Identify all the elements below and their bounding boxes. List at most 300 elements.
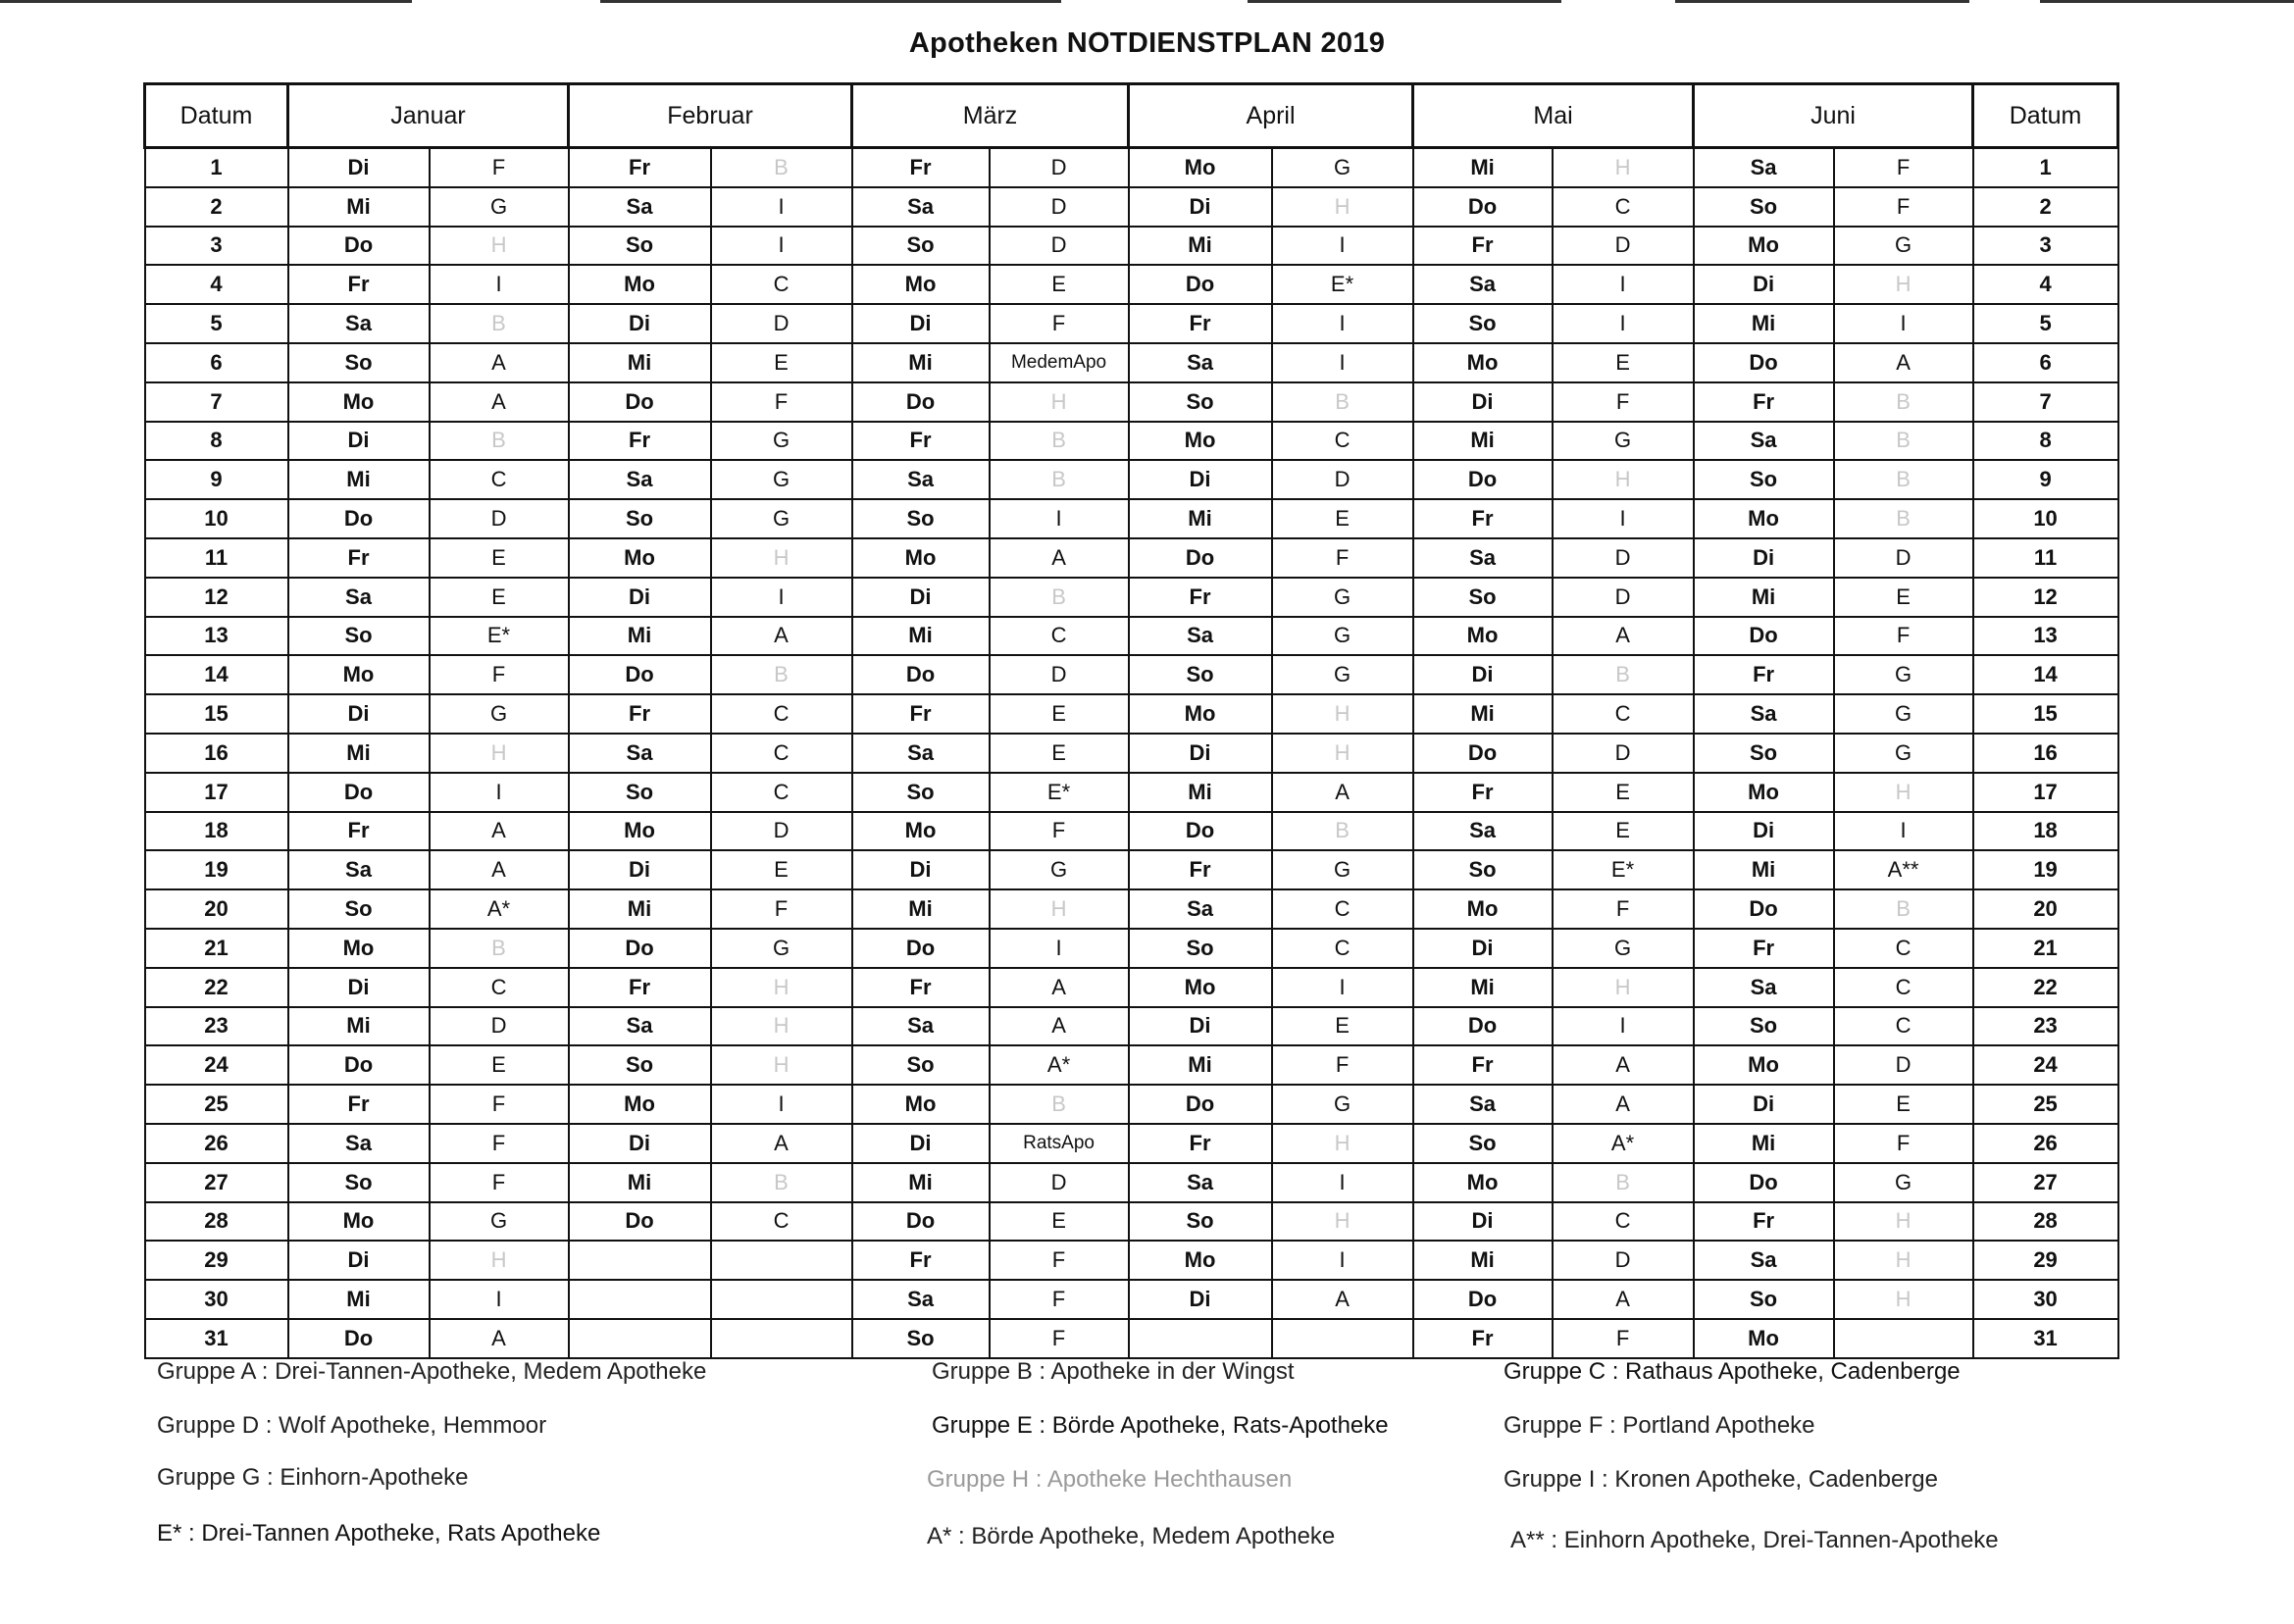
duty-group-cell: D — [1834, 538, 1973, 578]
date-cell: 26 — [145, 1124, 288, 1163]
weekday-cell: Sa — [569, 460, 711, 499]
date-cell: 14 — [145, 655, 288, 694]
weekday-cell: Mo — [569, 265, 711, 304]
weekday-cell: Mi — [288, 460, 430, 499]
date-cell: 6 — [1973, 343, 2118, 382]
duty-group-cell: G — [711, 499, 852, 538]
date-cell: 28 — [145, 1202, 288, 1242]
duty-group-cell: E — [430, 1045, 569, 1085]
weekday-cell: Fr — [1129, 850, 1272, 889]
date-cell: 29 — [1973, 1241, 2118, 1280]
date-cell: 21 — [1973, 929, 2118, 968]
weekday-cell: Mo — [852, 812, 990, 851]
table-row — [145, 578, 2118, 617]
weekday-cell: Mi — [1694, 850, 1834, 889]
weekday-cell: Mi — [1694, 1124, 1834, 1163]
duty-group-cell: E — [1553, 773, 1694, 812]
scan-edge-line — [0, 0, 412, 3]
table-row — [145, 1241, 2118, 1280]
date-cell: 5 — [1973, 304, 2118, 343]
weekday-cell: Mo — [569, 1085, 711, 1124]
duty-group-cell: F — [711, 382, 852, 422]
weekday-cell: Mo — [1413, 1163, 1553, 1202]
duty-group-cell: D — [1272, 460, 1413, 499]
duty-group-cell: B — [1553, 655, 1694, 694]
duty-group-cell: B — [711, 655, 852, 694]
date-cell: 14 — [1973, 655, 2118, 694]
duty-group-cell: G — [990, 850, 1129, 889]
table-row — [145, 929, 2118, 968]
weekday-cell: Di — [1694, 538, 1834, 578]
weekday-cell: Do — [1129, 538, 1272, 578]
duty-group-cell: I — [711, 187, 852, 227]
duty-group-cell: D — [430, 499, 569, 538]
duty-group-cell: F — [1834, 1124, 1973, 1163]
duty-group-cell: H — [990, 382, 1129, 422]
weekday-cell — [569, 1241, 711, 1280]
duty-group-cell: B — [1553, 1163, 1694, 1202]
weekday-cell: Mi — [288, 734, 430, 773]
weekday-cell: Mo — [852, 1085, 990, 1124]
weekday-cell: Di — [1413, 929, 1553, 968]
table-row — [145, 617, 2118, 656]
legend-gruppe-d: Gruppe D : Wolf Apotheke, Hemmoor — [157, 1412, 547, 1439]
table-row — [145, 655, 2118, 694]
duty-group-cell: G — [1834, 1163, 1973, 1202]
weekday-cell: Mo — [569, 538, 711, 578]
legend-gruppe-f: Gruppe F : Portland Apotheke — [1504, 1412, 1815, 1439]
weekday-cell: Sa — [288, 1124, 430, 1163]
duty-group-cell: G — [711, 422, 852, 461]
weekday-cell: Mo — [1694, 227, 1834, 266]
date-cell: 30 — [1973, 1280, 2118, 1319]
date-cell: 2 — [1973, 187, 2118, 227]
weekday-cell: Di — [1129, 187, 1272, 227]
duty-group-cell: B — [1272, 812, 1413, 851]
header-maerz: März — [852, 84, 1129, 148]
duty-group-cell: C — [711, 773, 852, 812]
weekday-cell: Sa — [1413, 265, 1553, 304]
duty-group-cell: A — [1553, 1045, 1694, 1085]
duty-group-cell: H — [1553, 968, 1694, 1007]
duty-group-cell: H — [711, 538, 852, 578]
duty-group-cell: H — [1834, 1241, 1973, 1280]
date-cell: 25 — [145, 1085, 288, 1124]
weekday-cell: So — [1129, 382, 1272, 422]
duty-group-cell: H — [1834, 265, 1973, 304]
weekday-cell: Di — [569, 850, 711, 889]
duty-group-cell: I — [1272, 343, 1413, 382]
date-cell: 18 — [1973, 812, 2118, 851]
weekday-cell: Do — [288, 499, 430, 538]
date-cell: 20 — [145, 889, 288, 929]
weekday-cell: Di — [1129, 1007, 1272, 1046]
date-cell: 31 — [1973, 1319, 2118, 1358]
duty-group-cell: E* — [1272, 265, 1413, 304]
weekday-cell: Mi — [288, 1280, 430, 1319]
weekday-cell: Fr — [1694, 1202, 1834, 1242]
weekday-cell: So — [288, 343, 430, 382]
weekday-cell: Do — [569, 655, 711, 694]
weekday-cell: Do — [852, 655, 990, 694]
table-row — [145, 968, 2118, 1007]
date-cell: 2 — [145, 187, 288, 227]
date-cell: 9 — [145, 460, 288, 499]
duty-group-cell: C — [1834, 1007, 1973, 1046]
duty-group-cell: I — [430, 773, 569, 812]
header-juni: Juni — [1694, 84, 1973, 148]
weekday-cell: Mi — [852, 889, 990, 929]
duty-group-cell: C — [1272, 422, 1413, 461]
legend-gruppe-a: Gruppe A : Drei-Tannen-Apotheke, Medem Apotheke — [157, 1358, 707, 1385]
weekday-cell: Di — [1694, 1085, 1834, 1124]
date-cell: 22 — [1973, 968, 2118, 1007]
duty-group-cell: H — [1834, 1202, 1973, 1242]
duty-group-cell: G — [430, 1202, 569, 1242]
weekday-cell: Sa — [1694, 1241, 1834, 1280]
date-cell: 12 — [1973, 578, 2118, 617]
date-cell: 3 — [145, 227, 288, 266]
weekday-cell: Mo — [288, 655, 430, 694]
weekday-cell: So — [569, 227, 711, 266]
weekday-cell: Sa — [852, 1280, 990, 1319]
duty-group-cell: F — [430, 1124, 569, 1163]
weekday-cell: So — [1413, 578, 1553, 617]
duty-group-cell: G — [1272, 578, 1413, 617]
duty-group-cell: D — [1553, 1241, 1694, 1280]
weekday-cell: Mo — [1129, 968, 1272, 1007]
table-row — [145, 499, 2118, 538]
duty-group-cell — [711, 1319, 852, 1358]
weekday-cell — [1129, 1319, 1272, 1358]
duty-group-cell: H — [430, 227, 569, 266]
weekday-cell: Sa — [852, 734, 990, 773]
duty-group-cell — [1834, 1319, 1973, 1358]
weekday-cell: So — [1413, 850, 1553, 889]
weekday-cell: So — [288, 617, 430, 656]
table-row — [145, 304, 2118, 343]
weekday-cell: Sa — [1129, 617, 1272, 656]
weekday-cell: Fr — [1413, 1045, 1553, 1085]
date-cell: 13 — [145, 617, 288, 656]
legend-a-double-star: A** : Einhorn Apotheke, Drei-Tannen-Apotheke — [1510, 1527, 1999, 1553]
weekday-cell: Mi — [1129, 773, 1272, 812]
duty-group-cell: D — [1553, 538, 1694, 578]
weekday-cell: Sa — [1129, 889, 1272, 929]
weekday-cell: So — [1694, 734, 1834, 773]
table-row — [145, 422, 2118, 461]
duty-group-cell: H — [1553, 148, 1694, 187]
duty-group-cell: D — [990, 655, 1129, 694]
duty-group-cell: E — [1553, 812, 1694, 851]
weekday-cell: Sa — [288, 578, 430, 617]
duty-group-cell: A — [990, 1007, 1129, 1046]
weekday-cell: Fr — [852, 148, 990, 187]
duty-group-cell: I — [1553, 1007, 1694, 1046]
table-row — [145, 1163, 2118, 1202]
weekday-cell: Mo — [288, 382, 430, 422]
weekday-cell: Di — [288, 968, 430, 1007]
weekday-cell: Do — [1694, 343, 1834, 382]
weekday-cell: Sa — [1694, 694, 1834, 734]
weekday-cell: Mo — [1694, 1319, 1834, 1358]
weekday-cell: Do — [1129, 1085, 1272, 1124]
duty-group-cell — [711, 1241, 852, 1280]
duty-group-cell: H — [1272, 1124, 1413, 1163]
date-cell: 27 — [1973, 1163, 2118, 1202]
duty-group-cell: D — [990, 148, 1129, 187]
weekday-cell: Fr — [1694, 655, 1834, 694]
weekday-cell: Mi — [1413, 968, 1553, 1007]
weekday-cell: Fr — [288, 538, 430, 578]
weekday-cell: Mi — [852, 617, 990, 656]
duty-group-cell: I — [1834, 304, 1973, 343]
weekday-cell: Fr — [569, 694, 711, 734]
weekday-cell: Fr — [288, 265, 430, 304]
weekday-cell: Di — [852, 1124, 990, 1163]
duty-group-cell: F — [1272, 538, 1413, 578]
date-cell: 12 — [145, 578, 288, 617]
weekday-cell: So — [1413, 304, 1553, 343]
weekday-cell: Di — [288, 422, 430, 461]
weekday-cell: Do — [1413, 734, 1553, 773]
legend-a-star: A* : Börde Apotheke, Medem Apotheke — [927, 1523, 1336, 1549]
weekday-cell: Fr — [569, 968, 711, 1007]
duty-group-cell: H — [990, 889, 1129, 929]
weekday-cell: Do — [288, 1045, 430, 1085]
table-row — [145, 1319, 2118, 1358]
duty-group-cell: D — [1834, 1045, 1973, 1085]
weekday-cell: Do — [1694, 617, 1834, 656]
duty-group-cell: C — [1553, 187, 1694, 227]
weekday-cell: Sa — [1413, 812, 1553, 851]
weekday-cell: Sa — [569, 1007, 711, 1046]
duty-group-cell: A* — [990, 1045, 1129, 1085]
duty-group-cell: E — [990, 1202, 1129, 1242]
weekday-cell: So — [852, 1045, 990, 1085]
date-cell: 19 — [145, 850, 288, 889]
duty-group-cell: A — [1272, 773, 1413, 812]
weekday-cell: Mi — [288, 1007, 430, 1046]
table-row — [145, 382, 2118, 422]
date-cell: 26 — [1973, 1124, 2118, 1163]
duty-group-cell: F — [990, 1280, 1129, 1319]
weekday-cell: Sa — [288, 850, 430, 889]
duty-group-cell: H — [430, 734, 569, 773]
date-cell: 11 — [145, 538, 288, 578]
duty-group-cell: B — [1272, 382, 1413, 422]
weekday-cell: So — [1129, 655, 1272, 694]
weekday-cell: Sa — [1413, 1085, 1553, 1124]
duty-group-cell: C — [1553, 694, 1694, 734]
date-cell: 7 — [145, 382, 288, 422]
weekday-cell: So — [1694, 460, 1834, 499]
weekday-cell: Do — [852, 929, 990, 968]
weekday-cell: Fr — [288, 1085, 430, 1124]
weekday-cell: Sa — [1694, 422, 1834, 461]
duty-group-cell: D — [430, 1007, 569, 1046]
schedule-body — [145, 148, 2118, 1358]
weekday-cell: Fr — [1129, 304, 1272, 343]
legend-gruppe-g: Gruppe G : Einhorn-Apotheke — [157, 1464, 469, 1491]
weekday-cell: Mi — [1129, 1045, 1272, 1085]
duty-group-cell: D — [1553, 578, 1694, 617]
duty-group-cell: C — [711, 1202, 852, 1242]
duty-group-cell: E — [1553, 343, 1694, 382]
duty-group-cell: I — [1553, 265, 1694, 304]
duty-group-cell: C — [1553, 1202, 1694, 1242]
weekday-cell: Mo — [852, 265, 990, 304]
weekday-cell: So — [1129, 1202, 1272, 1242]
duty-group-cell: B — [430, 304, 569, 343]
weekday-cell: Di — [1413, 382, 1553, 422]
duty-group-cell: E* — [430, 617, 569, 656]
date-cell: 4 — [1973, 265, 2118, 304]
date-cell: 24 — [145, 1045, 288, 1085]
weekday-cell: Di — [569, 1124, 711, 1163]
legend-gruppe-b: Gruppe B : Apotheke in der Wingst — [932, 1358, 1295, 1385]
duty-group-cell: F — [1272, 1045, 1413, 1085]
weekday-cell: Di — [852, 578, 990, 617]
duty-group-cell: E — [1272, 1007, 1413, 1046]
duty-group-cell: I — [1272, 227, 1413, 266]
weekday-cell: Fr — [852, 1241, 990, 1280]
duty-group-cell: I — [711, 578, 852, 617]
date-cell: 11 — [1973, 538, 2118, 578]
date-cell: 8 — [145, 422, 288, 461]
duty-group-cell: MedemApo — [990, 343, 1129, 382]
weekday-cell: Fr — [569, 148, 711, 187]
date-cell: 15 — [145, 694, 288, 734]
weekday-cell: Sa — [288, 304, 430, 343]
weekday-cell: Sa — [1694, 148, 1834, 187]
weekday-cell: Do — [1413, 187, 1553, 227]
duty-group-cell: C — [711, 734, 852, 773]
header-februar: Februar — [569, 84, 852, 148]
duty-group-cell: G — [1834, 227, 1973, 266]
date-cell: 30 — [145, 1280, 288, 1319]
date-cell: 1 — [1973, 148, 2118, 187]
weekday-cell: Mi — [569, 617, 711, 656]
weekday-cell: So — [1129, 929, 1272, 968]
duty-group-cell: I — [990, 499, 1129, 538]
duty-group-cell: H — [1834, 1280, 1973, 1319]
duty-group-cell: C — [430, 968, 569, 1007]
header-mai: Mai — [1413, 84, 1694, 148]
duty-group-cell — [711, 1280, 852, 1319]
duty-group-cell: B — [1834, 499, 1973, 538]
weekday-cell: Sa — [569, 734, 711, 773]
weekday-cell: Mi — [1413, 148, 1553, 187]
duty-group-cell: I — [1272, 304, 1413, 343]
table-row — [145, 694, 2118, 734]
table-row — [145, 1085, 2118, 1124]
scan-edge-line — [2040, 0, 2294, 3]
duty-group-cell: D — [990, 227, 1129, 266]
date-cell: 10 — [1973, 499, 2118, 538]
duty-group-cell: G — [1272, 850, 1413, 889]
duty-group-cell: C — [1272, 929, 1413, 968]
duty-group-cell: G — [1834, 655, 1973, 694]
weekday-cell: Sa — [1694, 968, 1834, 1007]
weekday-cell: Sa — [1413, 538, 1553, 578]
weekday-cell: Mi — [1413, 422, 1553, 461]
duty-group-cell: H — [1834, 773, 1973, 812]
page-title: Apotheken NOTDIENSTPLAN 2019 — [908, 27, 1386, 59]
duty-group-cell: I — [711, 227, 852, 266]
duty-group-cell: D — [990, 187, 1129, 227]
weekday-cell: So — [1694, 1280, 1834, 1319]
weekday-cell: So — [852, 499, 990, 538]
duty-group-cell: G — [430, 187, 569, 227]
table-row — [145, 850, 2118, 889]
duty-group-cell: G — [1834, 694, 1973, 734]
date-cell: 29 — [145, 1241, 288, 1280]
weekday-cell: Do — [288, 773, 430, 812]
duty-group-cell: B — [1834, 382, 1973, 422]
weekday-cell: Mo — [1694, 499, 1834, 538]
duty-group-cell: E — [430, 578, 569, 617]
duty-group-cell: H — [1272, 694, 1413, 734]
duty-group-cell: G — [1272, 1085, 1413, 1124]
weekday-cell: Mo — [852, 538, 990, 578]
duty-group-cell: G — [1553, 929, 1694, 968]
weekday-cell: Do — [852, 382, 990, 422]
legend-e-star: E* : Drei-Tannen Apotheke, Rats Apotheke — [157, 1520, 601, 1547]
duty-group-cell: F — [1834, 617, 1973, 656]
date-cell: 3 — [1973, 227, 2118, 266]
duty-group-cell: D — [711, 304, 852, 343]
date-cell: 6 — [145, 343, 288, 382]
weekday-cell: Di — [1694, 265, 1834, 304]
table-row — [145, 460, 2118, 499]
date-cell: 23 — [1973, 1007, 2118, 1046]
legend-gruppe-c: Gruppe C : Rathaus Apotheke, Cadenberge — [1504, 1358, 1961, 1385]
duty-group-cell: C — [711, 694, 852, 734]
weekday-cell: So — [852, 773, 990, 812]
date-cell: 18 — [145, 812, 288, 851]
duty-group-cell: A — [1553, 1280, 1694, 1319]
weekday-cell: Fr — [1694, 382, 1834, 422]
duty-group-cell: H — [1272, 734, 1413, 773]
duty-group-cell: A* — [1553, 1124, 1694, 1163]
duty-group-cell: C — [990, 617, 1129, 656]
weekday-cell: Mo — [1129, 148, 1272, 187]
scan-edge-line — [1248, 0, 1561, 3]
weekday-cell: Sa — [569, 187, 711, 227]
weekday-cell: Mi — [569, 889, 711, 929]
weekday-cell: Fr — [569, 422, 711, 461]
duty-group-cell: I — [990, 929, 1129, 968]
weekday-cell: Di — [288, 694, 430, 734]
date-cell: 28 — [1973, 1202, 2118, 1242]
date-cell: 20 — [1973, 889, 2118, 929]
weekday-cell: Do — [288, 227, 430, 266]
weekday-cell: So — [1413, 1124, 1553, 1163]
date-cell: 8 — [1973, 422, 2118, 461]
duty-group-cell: A — [711, 617, 852, 656]
duty-group-cell: RatsApo — [990, 1124, 1129, 1163]
duty-group-cell: H — [1553, 460, 1694, 499]
weekday-cell: Mo — [1694, 773, 1834, 812]
weekday-cell: Mo — [1413, 617, 1553, 656]
duty-group-cell: F — [1553, 889, 1694, 929]
weekday-cell: So — [852, 1319, 990, 1358]
duty-group-cell: B — [990, 1085, 1129, 1124]
weekday-cell: Mi — [1413, 1241, 1553, 1280]
duty-group-cell: C — [430, 460, 569, 499]
duty-group-cell: E — [1272, 499, 1413, 538]
